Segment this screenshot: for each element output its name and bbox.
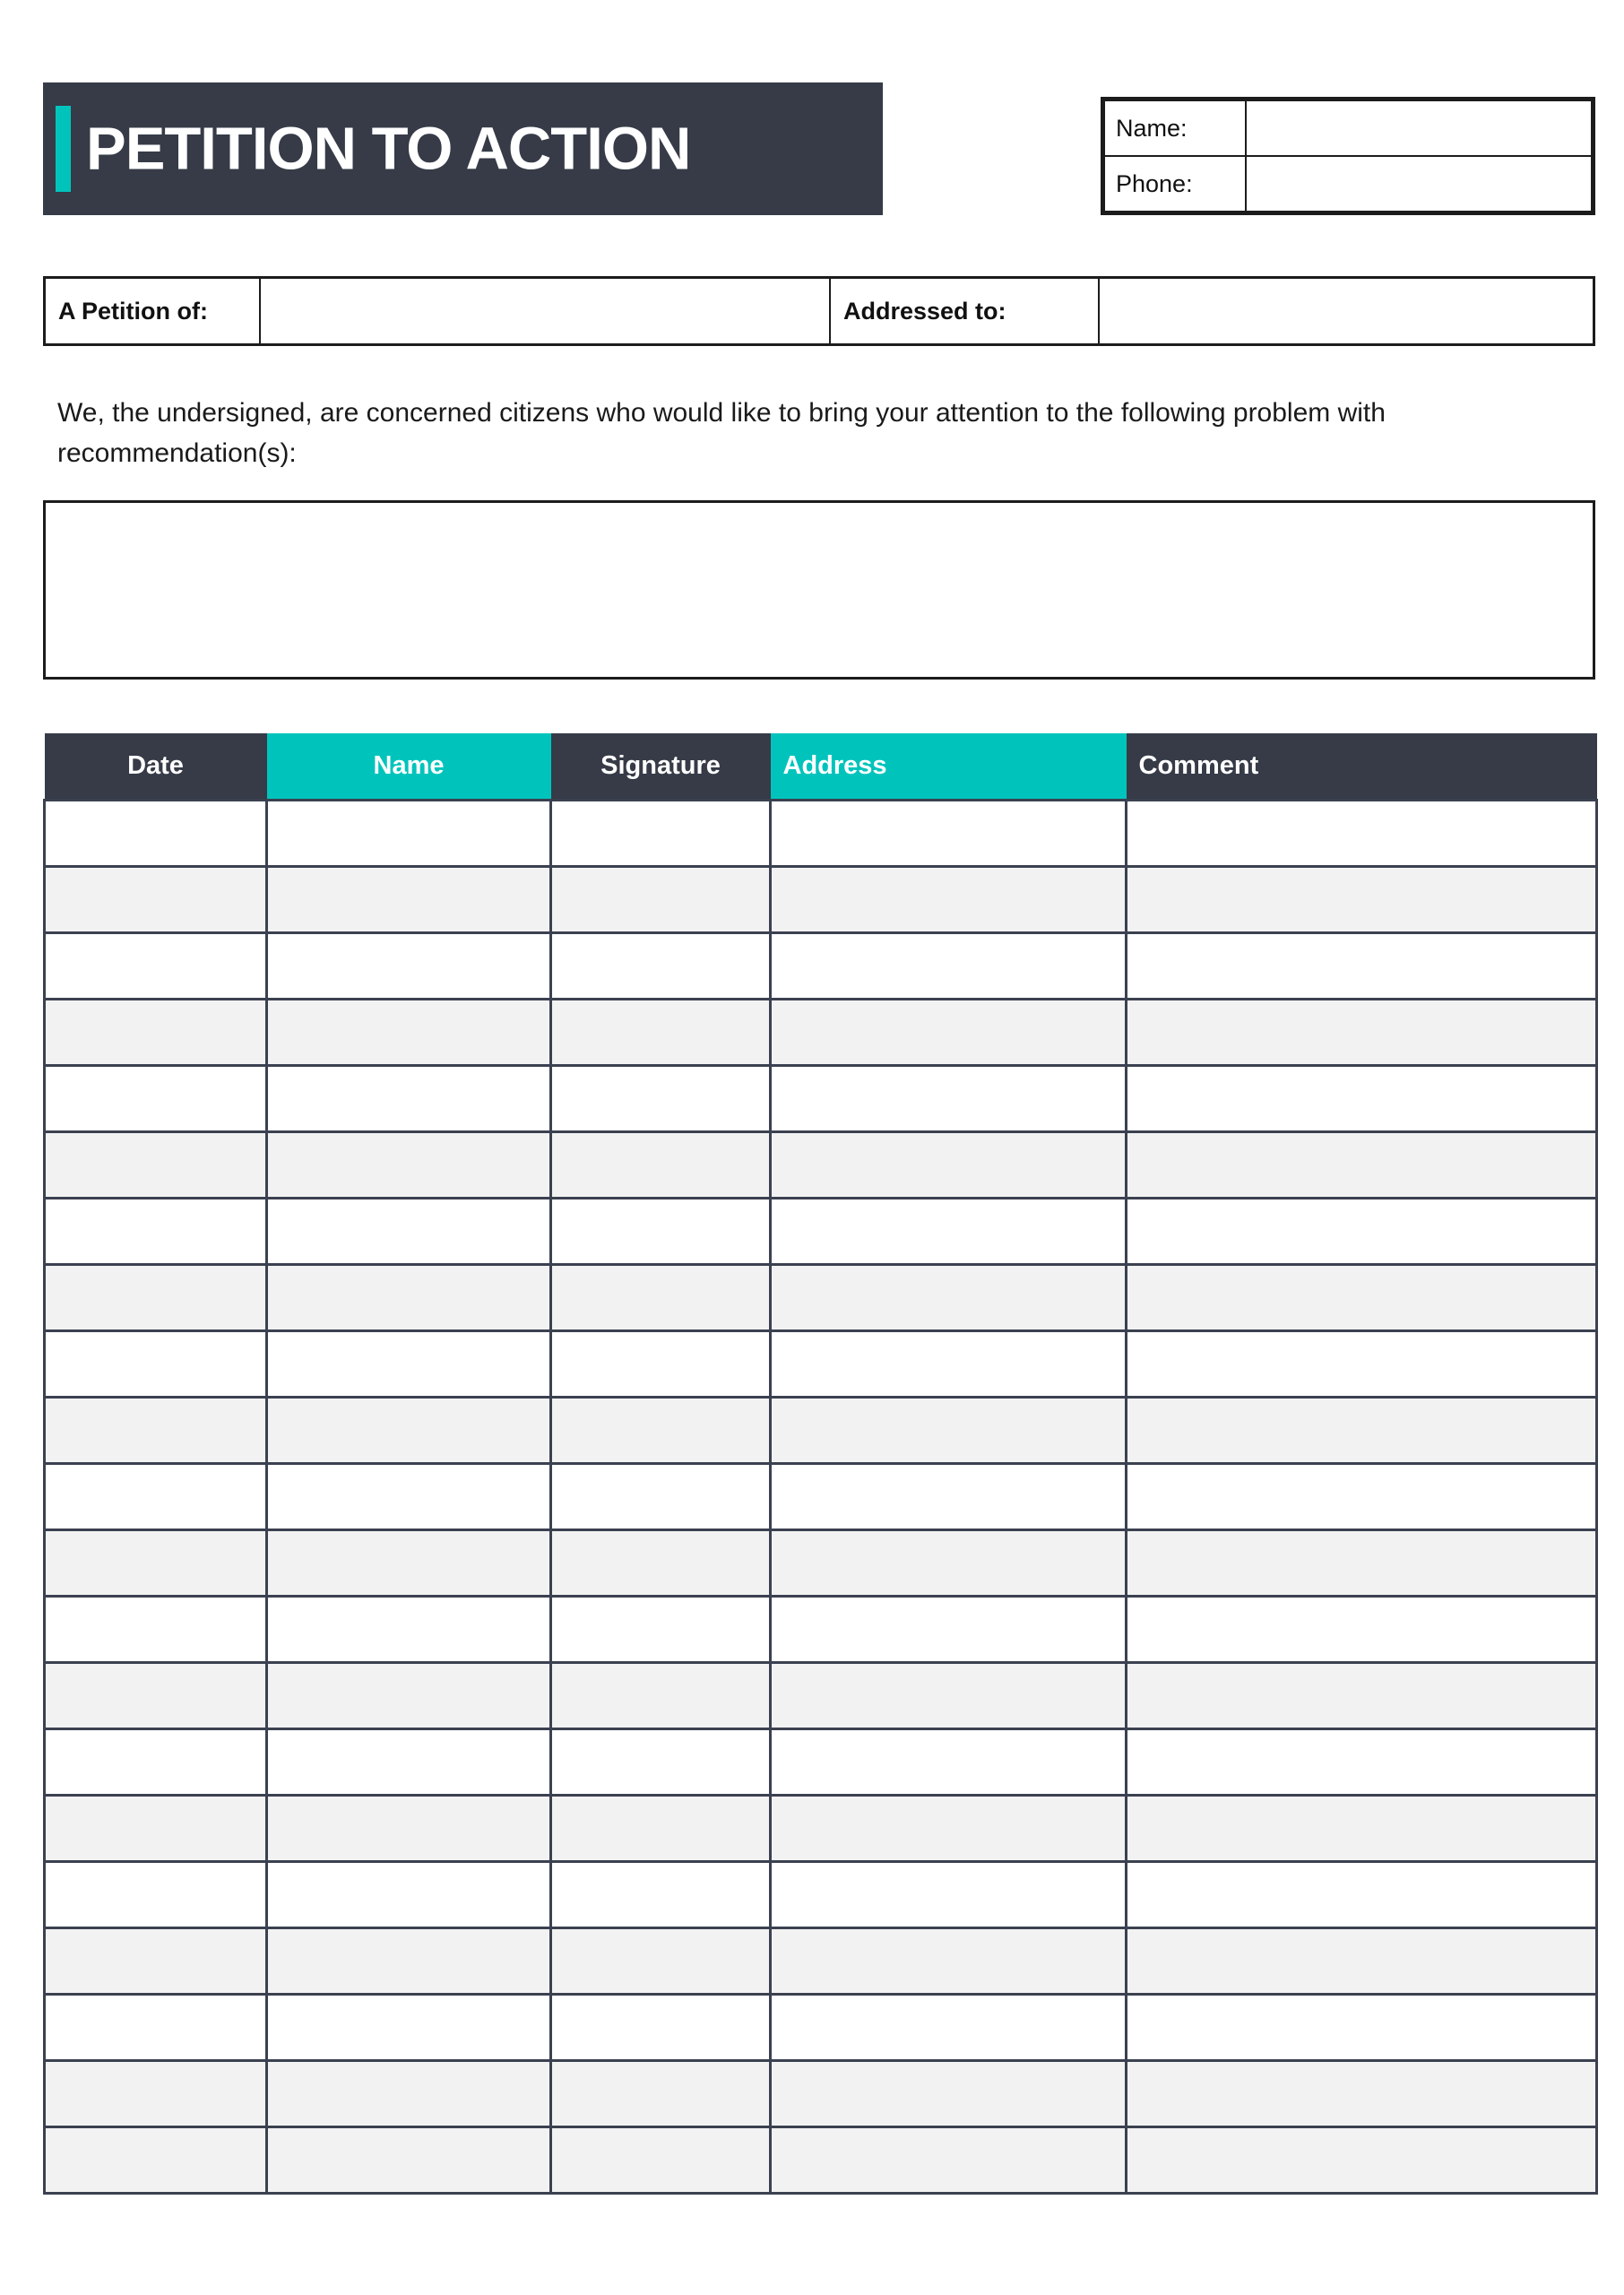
cell-signature-8[interactable]: [551, 1264, 771, 1330]
cell-name-11[interactable]: [267, 1463, 551, 1529]
cell-signature-2[interactable]: [551, 866, 771, 932]
intro-paragraph: We, the undersigned, are concerned citizens who would like to bring your attention to the following problem with recommendation(s):: [57, 398, 1386, 468]
cell-signature-7[interactable]: [551, 1198, 771, 1264]
cell-signature-4[interactable]: [551, 999, 771, 1065]
cell-signature-13[interactable]: [551, 1596, 771, 1662]
petition-of-input[interactable]: [261, 279, 831, 343]
cell-address-17[interactable]: [771, 1861, 1127, 1927]
cell-address-4[interactable]: [771, 999, 1127, 1065]
cell-name-20[interactable]: [267, 2060, 551, 2126]
table-row: [45, 1662, 1597, 1728]
petition-of-label: A Petition of:: [46, 279, 261, 343]
table-row: [45, 1795, 1597, 1861]
cell-date-7[interactable]: [45, 1198, 267, 1264]
column-header-comment: Comment: [1127, 733, 1597, 800]
cell-date-17[interactable]: [45, 1861, 267, 1927]
cell-date-6[interactable]: [45, 1131, 267, 1198]
cell-date-12[interactable]: [45, 1529, 267, 1596]
cell-comment-1[interactable]: [1127, 800, 1597, 866]
cell-date-8[interactable]: [45, 1264, 267, 1330]
cell-comment-16[interactable]: [1127, 1795, 1597, 1861]
title-accent-bar: [56, 106, 71, 192]
cell-comment-8[interactable]: [1127, 1264, 1597, 1330]
problem-description-textarea[interactable]: [43, 500, 1595, 680]
cell-signature-14[interactable]: [551, 1662, 771, 1728]
page-title: PETITION TO ACTION: [86, 115, 691, 183]
cell-address-8[interactable]: [771, 1264, 1127, 1330]
addressed-to-input[interactable]: [1100, 279, 1593, 343]
cell-name-13[interactable]: [267, 1596, 551, 1662]
cell-signature-10[interactable]: [551, 1397, 771, 1463]
cell-date-21[interactable]: [45, 2126, 267, 2193]
contact-input-name[interactable]: [1246, 100, 1592, 156]
cell-signature-12[interactable]: [551, 1529, 771, 1596]
cell-comment-13[interactable]: [1127, 1596, 1597, 1662]
cell-date-10[interactable]: [45, 1397, 267, 1463]
cell-date-5[interactable]: [45, 1065, 267, 1131]
table-row: [45, 1861, 1597, 1927]
cell-comment-11[interactable]: [1127, 1463, 1597, 1529]
cell-date-20[interactable]: [45, 2060, 267, 2126]
cell-date-1[interactable]: [45, 800, 267, 866]
cell-name-2[interactable]: [267, 866, 551, 932]
cell-comment-4[interactable]: [1127, 999, 1597, 1065]
cell-name-7[interactable]: [267, 1198, 551, 1264]
cell-date-4[interactable]: [45, 999, 267, 1065]
cell-name-8[interactable]: [267, 1264, 551, 1330]
cell-comment-3[interactable]: [1127, 932, 1597, 999]
cell-address-2[interactable]: [771, 866, 1127, 932]
cell-address-19[interactable]: [771, 1994, 1127, 2060]
cell-comment-21[interactable]: [1127, 2126, 1597, 2193]
table-row: [45, 1728, 1597, 1795]
table-row: [45, 1529, 1597, 1596]
cell-name-15[interactable]: [267, 1728, 551, 1795]
cell-signature-18[interactable]: [551, 1927, 771, 1994]
cell-name-14[interactable]: [267, 1662, 551, 1728]
cell-signature-19[interactable]: [551, 1994, 771, 2060]
column-header-date: Date: [45, 733, 267, 800]
cell-comment-19[interactable]: [1127, 1994, 1597, 2060]
cell-comment-2[interactable]: [1127, 866, 1597, 932]
addressed-to-label: Addressed to:: [831, 279, 1100, 343]
cell-address-13[interactable]: [771, 1596, 1127, 1662]
column-header-name: Name: [267, 733, 551, 800]
cell-comment-15[interactable]: [1127, 1728, 1597, 1795]
cell-date-9[interactable]: [45, 1330, 267, 1397]
cell-signature-15[interactable]: [551, 1728, 771, 1795]
cell-name-3[interactable]: [267, 932, 551, 999]
cell-address-14[interactable]: [771, 1662, 1127, 1728]
contact-table: [1101, 97, 1595, 215]
cell-address-20[interactable]: [771, 2060, 1127, 2126]
signature-table-wrapper: [43, 733, 1595, 2195]
table-row: [45, 1330, 1597, 1397]
cell-comment-20[interactable]: [1127, 2060, 1597, 2126]
cell-comment-14[interactable]: [1127, 1662, 1597, 1728]
cell-name-9[interactable]: [267, 1330, 551, 1397]
cell-signature-3[interactable]: [551, 932, 771, 999]
cell-signature-20[interactable]: [551, 2060, 771, 2126]
cell-address-11[interactable]: [771, 1463, 1127, 1529]
cell-date-14[interactable]: [45, 1662, 267, 1728]
cell-date-16[interactable]: [45, 1795, 267, 1861]
cell-date-11[interactable]: [45, 1463, 267, 1529]
contact-row: [1104, 100, 1592, 156]
cell-comment-12[interactable]: [1127, 1529, 1597, 1596]
column-header-signature: Signature: [551, 733, 771, 800]
table-row: [45, 1994, 1597, 2060]
table-row: [45, 1131, 1597, 1198]
cell-comment-7[interactable]: [1127, 1198, 1597, 1264]
column-header-address: Address: [771, 733, 1127, 800]
cell-signature-1[interactable]: [551, 800, 771, 866]
cell-name-16[interactable]: [267, 1795, 551, 1861]
cell-name-4[interactable]: [267, 999, 551, 1065]
cell-address-15[interactable]: [771, 1728, 1127, 1795]
contact-label-name: Name:: [1104, 100, 1246, 156]
cell-comment-5[interactable]: [1127, 1065, 1597, 1131]
cell-name-6[interactable]: [267, 1131, 551, 1198]
page-header: [0, 0, 1624, 233]
cell-date-3[interactable]: [45, 932, 267, 999]
table-header-row: [45, 733, 1597, 800]
cell-name-10[interactable]: [267, 1397, 551, 1463]
cell-address-5[interactable]: [771, 1065, 1127, 1131]
table-row: [45, 2060, 1597, 2126]
cell-comment-10[interactable]: [1127, 1397, 1597, 1463]
cell-address-12[interactable]: [771, 1529, 1127, 1596]
cell-date-15[interactable]: [45, 1728, 267, 1795]
cell-name-1[interactable]: [267, 800, 551, 866]
table-row: [45, 1596, 1597, 1662]
table-row: [45, 1198, 1597, 1264]
cell-address-16[interactable]: [771, 1795, 1127, 1861]
cell-address-10[interactable]: [771, 1397, 1127, 1463]
cell-name-12[interactable]: [267, 1529, 551, 1596]
cell-date-2[interactable]: [45, 866, 267, 932]
cell-name-19[interactable]: [267, 1994, 551, 2060]
cell-name-5[interactable]: [267, 1065, 551, 1131]
table-row: [45, 1065, 1597, 1131]
cell-signature-11[interactable]: [551, 1463, 771, 1529]
cell-name-21[interactable]: [267, 2126, 551, 2193]
table-row: [45, 800, 1597, 866]
signature-table: [43, 733, 1598, 2195]
cell-comment-18[interactable]: [1127, 1927, 1597, 1994]
title-banner: [43, 82, 883, 215]
cell-address-7[interactable]: [771, 1198, 1127, 1264]
cell-address-6[interactable]: [771, 1131, 1127, 1198]
cell-name-17[interactable]: [267, 1861, 551, 1927]
table-row: [45, 999, 1597, 1065]
cell-address-21[interactable]: [771, 2126, 1127, 2193]
cell-name-18[interactable]: [267, 1927, 551, 1994]
cell-date-13[interactable]: [45, 1596, 267, 1662]
contact-input-phone[interactable]: [1246, 156, 1592, 212]
cell-address-3[interactable]: [771, 932, 1127, 999]
cell-signature-21[interactable]: [551, 2126, 771, 2193]
table-row: [45, 1927, 1597, 1994]
cell-signature-17[interactable]: [551, 1861, 771, 1927]
table-row: [45, 1264, 1597, 1330]
table-row: [45, 932, 1597, 999]
cell-comment-6[interactable]: [1127, 1131, 1597, 1198]
cell-signature-9[interactable]: [551, 1330, 771, 1397]
petition-meta-row: [43, 276, 1595, 346]
cell-address-18[interactable]: [771, 1927, 1127, 1994]
cell-date-18[interactable]: [45, 1927, 267, 1994]
cell-address-1[interactable]: [771, 800, 1127, 866]
table-row: [45, 1463, 1597, 1529]
contact-row: [1104, 156, 1592, 212]
cell-address-9[interactable]: [771, 1330, 1127, 1397]
table-row: [45, 2126, 1597, 2193]
contact-label-phone: Phone:: [1104, 156, 1246, 212]
table-row: [45, 866, 1597, 932]
cell-signature-6[interactable]: [551, 1131, 771, 1198]
cell-date-19[interactable]: [45, 1994, 267, 2060]
table-row: [45, 1397, 1597, 1463]
cell-signature-16[interactable]: [551, 1795, 771, 1861]
cell-signature-5[interactable]: [551, 1065, 771, 1131]
cell-comment-17[interactable]: [1127, 1861, 1597, 1927]
cell-comment-9[interactable]: [1127, 1330, 1597, 1397]
